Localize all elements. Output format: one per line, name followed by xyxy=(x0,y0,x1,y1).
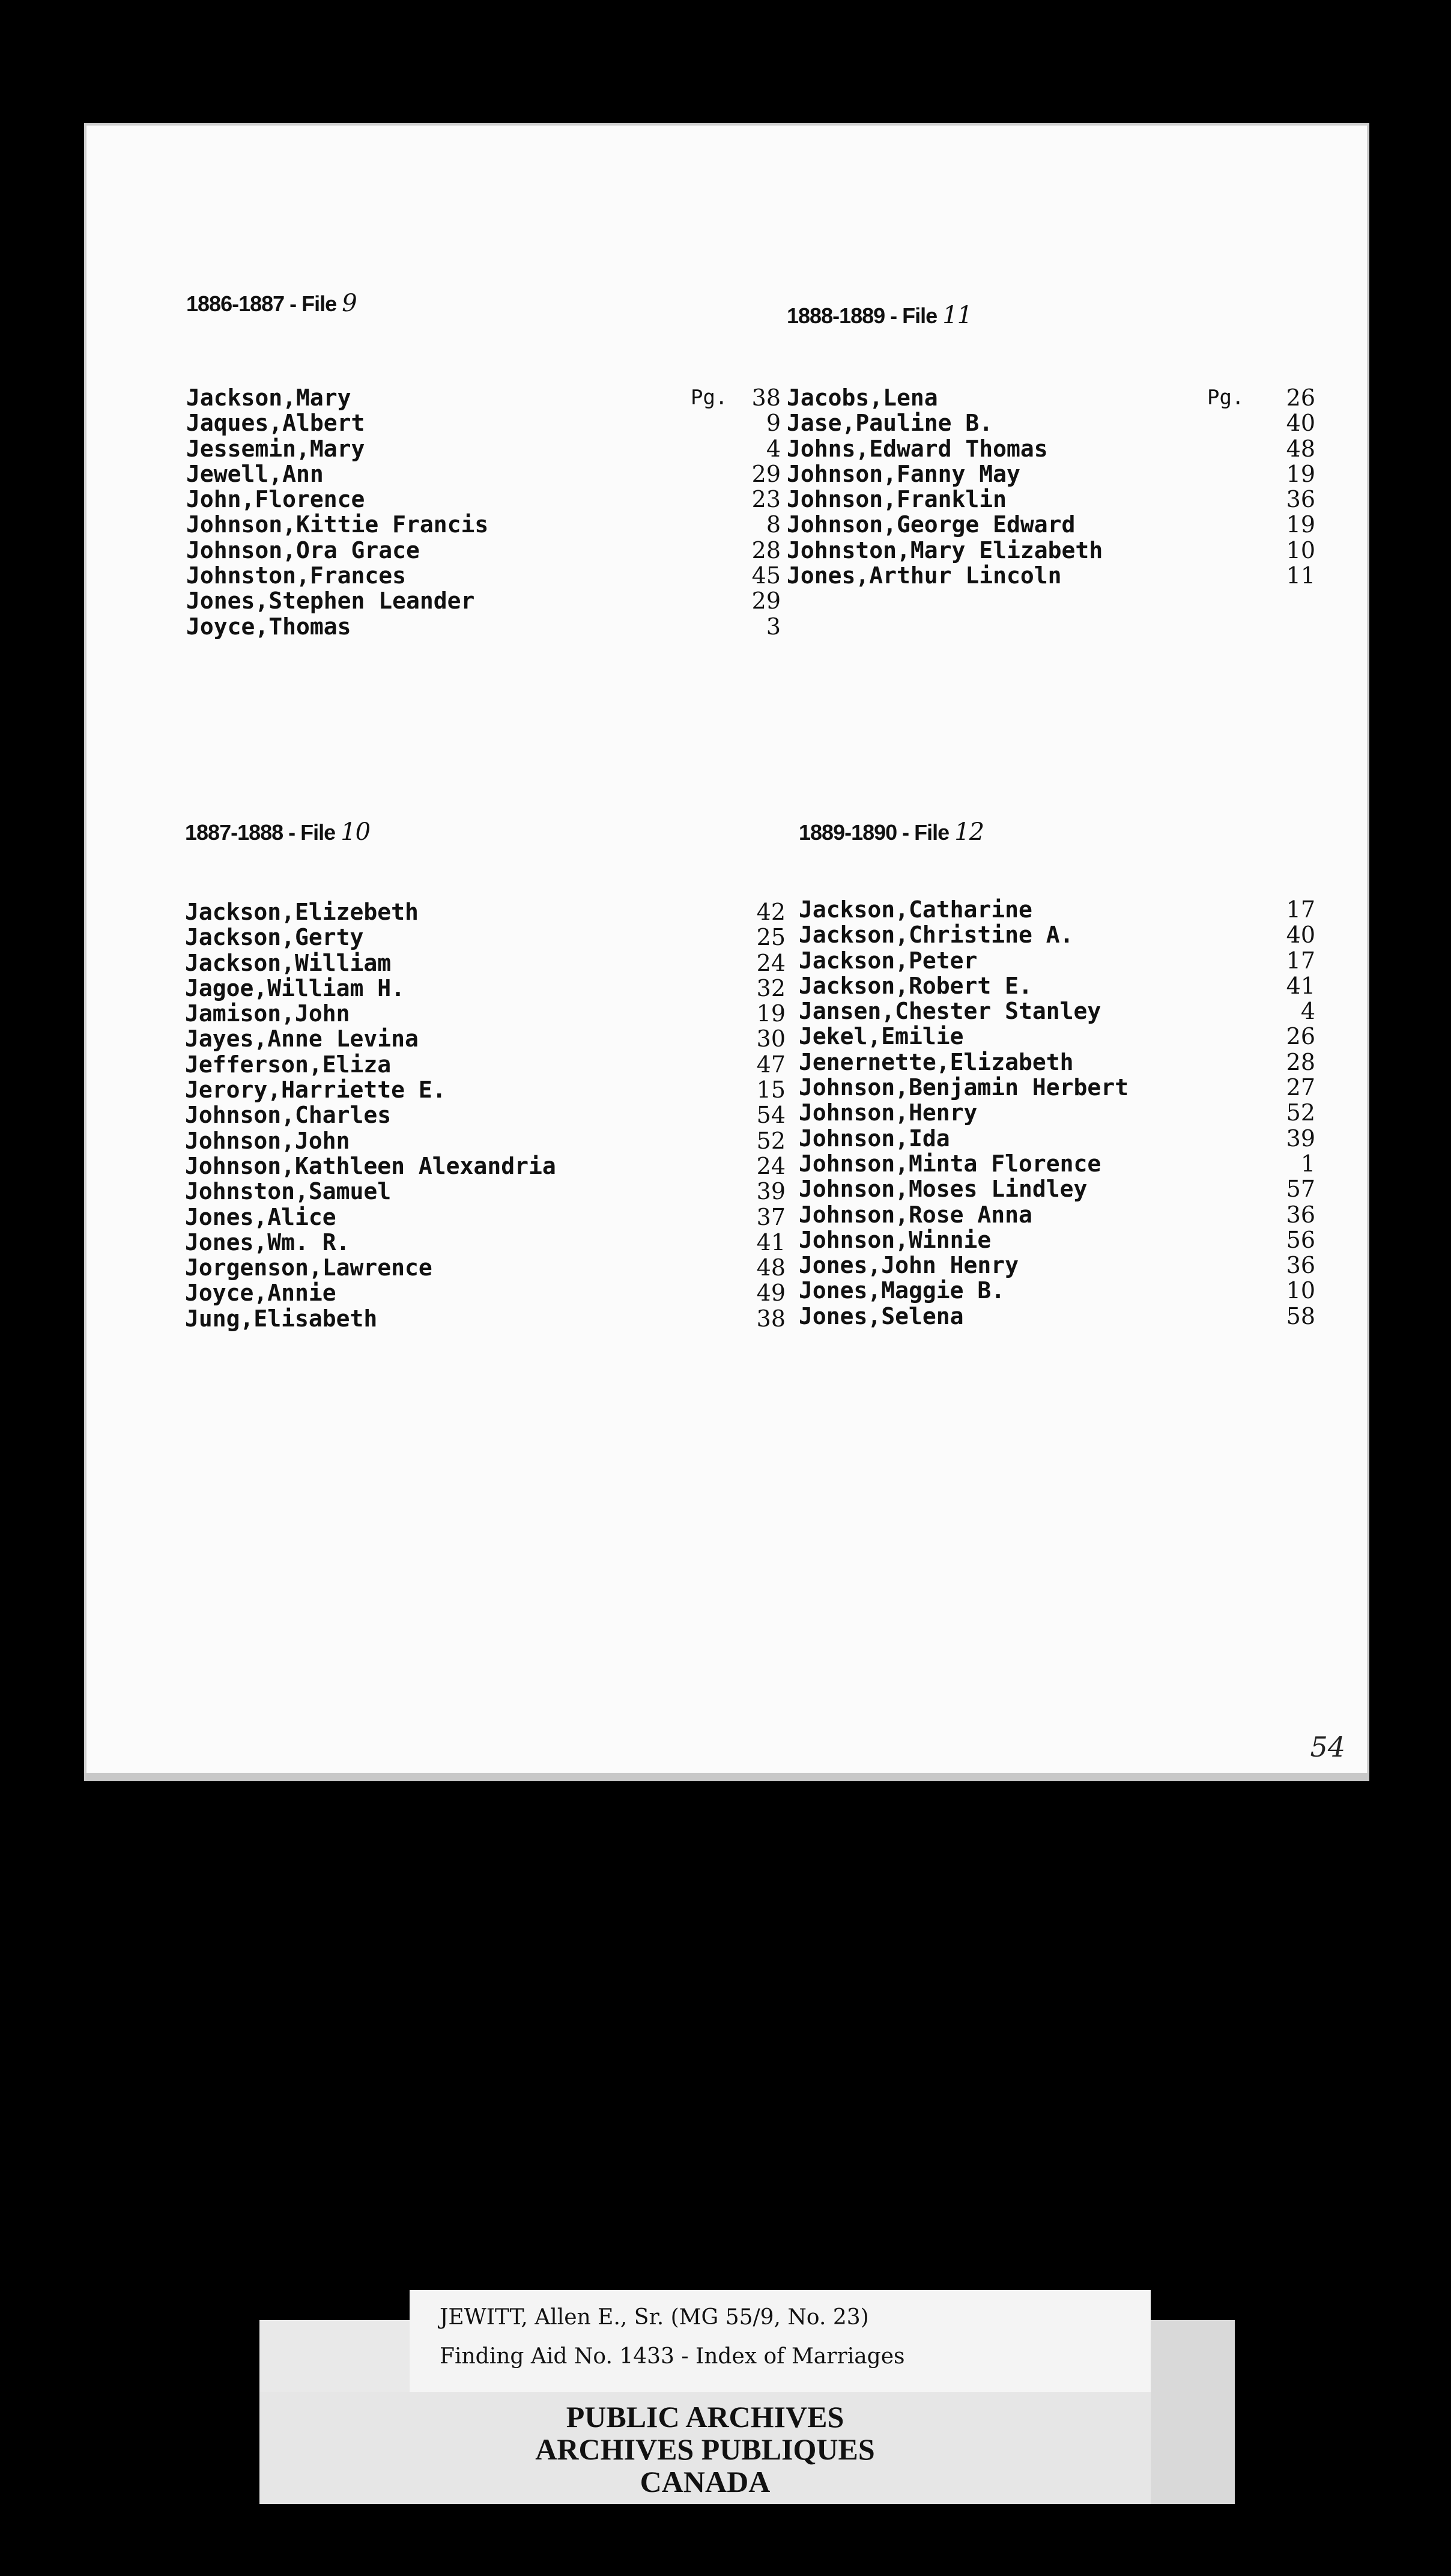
entry-list xyxy=(787,385,1315,588)
list-item: Jaques,Albert 9 xyxy=(186,410,781,437)
list-item: Jones,Maggie B. 10 xyxy=(799,1277,1315,1304)
list-item: Jones,Wm. R. 41 xyxy=(185,1229,786,1256)
list-item: Jones,Selena 58 xyxy=(799,1302,1315,1329)
list-item: John,Florence 23 xyxy=(186,486,781,513)
list-item: Jekel,Emilie 26 xyxy=(799,1023,1315,1050)
entry-list xyxy=(799,897,1315,1329)
list-item: Jackson,William 24 xyxy=(185,949,786,976)
list-item: Jacobs,Lena Pg. 26 xyxy=(787,384,1315,411)
list-item: Jackson,Christine A. 40 xyxy=(799,922,1315,949)
list-item: Johnson,Ida 39 xyxy=(799,1125,1315,1152)
list-item: Jefferson,Eliza 47 xyxy=(185,1051,786,1078)
list-item: Johnson,Benjamin Herbert 27 xyxy=(799,1074,1315,1101)
list-item: Johnson,Charles 54 xyxy=(185,1102,786,1129)
stamp-line-1: PUBLIC ARCHIVES xyxy=(566,2400,844,2434)
section-header: 1887-1888 - File 10 xyxy=(185,818,371,846)
list-item: Jackson,Mary Pg. 38 xyxy=(186,384,781,411)
section-1887-1888 xyxy=(185,814,786,1332)
list-item: Jewell,Ann 29 xyxy=(186,460,781,487)
finding-aid-label xyxy=(410,2290,1151,2392)
list-item: Joyce,Thomas 3 xyxy=(186,613,781,640)
section-1886-1887 xyxy=(186,285,781,640)
list-item: Jerory,Harriette E. 15 xyxy=(185,1077,786,1104)
list-item: Johnson,Kittie Francis 8 xyxy=(186,511,781,538)
list-item: Jackson,Catharine 17 xyxy=(799,896,1315,923)
file-number: 10 xyxy=(341,818,371,846)
file-number: 11 xyxy=(942,302,972,329)
list-item: Jorgenson,Lawrence 48 xyxy=(185,1254,786,1281)
list-item: Jones,Alice 37 xyxy=(185,1203,786,1230)
document-page xyxy=(84,123,1369,1781)
list-item: Jackson,Elizebeth 42 xyxy=(185,899,786,925)
list-item: Joyce,Annie 49 xyxy=(185,1280,786,1307)
entry-list xyxy=(186,385,781,639)
list-item: Johnson,Franklin 36 xyxy=(787,486,1315,513)
list-item: Johnson,Henry 52 xyxy=(799,1099,1315,1126)
list-item: Johnston,Frances 45 xyxy=(186,562,781,589)
section-1889-1890 xyxy=(799,814,1315,1329)
entry-list xyxy=(185,899,786,1331)
list-item: Johns,Edward Thomas 48 xyxy=(787,435,1315,462)
list-item: Jackson,Gerty 25 xyxy=(185,924,786,951)
list-item: Jenernette,Elizabeth 28 xyxy=(799,1048,1315,1075)
folio-number: 54 xyxy=(1310,1731,1345,1763)
label-line-2: Finding Aid No. 1433 - Index of Marriages xyxy=(440,2344,905,2369)
pg-label: Pg. xyxy=(691,386,728,410)
list-item: Jackson,Robert E. 41 xyxy=(799,972,1315,999)
list-item: Johnson,Winnie 56 xyxy=(799,1226,1315,1253)
list-item: Jones,Stephen Leander 29 xyxy=(186,588,781,615)
section-header: 1886-1887 - File 9 xyxy=(186,290,357,317)
label-backing xyxy=(259,2320,410,2392)
list-item: Johnston,Samuel 39 xyxy=(185,1178,786,1205)
list-item: Jase,Pauline B. 40 xyxy=(787,410,1315,437)
list-item: Jackson,Peter 17 xyxy=(799,947,1315,974)
section-1888-1889 xyxy=(787,297,1315,589)
pg-label: Pg. xyxy=(1207,386,1244,410)
file-number: 9 xyxy=(342,290,357,317)
list-item: Jamison,John 19 xyxy=(185,1000,786,1027)
list-item: Johnson,Minta Florence 1 xyxy=(799,1150,1315,1177)
list-item: Jung,Elisabeth 38 xyxy=(185,1305,786,1332)
list-item: Johnson,Rose Anna 36 xyxy=(799,1201,1315,1228)
list-item: Johnson,Kathleen Alexandria 24 xyxy=(185,1152,786,1179)
list-item: Jansen,Chester Stanley 4 xyxy=(799,998,1315,1025)
list-item: Johnston,Mary Elizabeth 10 xyxy=(787,536,1315,564)
list-item: Jagoe,William H. 32 xyxy=(185,974,786,1001)
list-item: Jessemin,Mary 4 xyxy=(186,435,781,462)
list-item: Jayes,Anne Levina 30 xyxy=(185,1025,786,1053)
list-item: Johnson,George Edward 19 xyxy=(787,511,1315,538)
label-backing-right xyxy=(1151,2320,1235,2504)
section-header: 1889-1890 - File 12 xyxy=(799,818,984,846)
list-item: Johnson,Moses Lindley 57 xyxy=(799,1176,1315,1203)
archives-stamp xyxy=(259,2392,1151,2504)
section-header: 1888-1889 - File 11 xyxy=(787,302,972,329)
list-item: Jones,Arthur Lincoln 11 xyxy=(787,562,1315,589)
list-item: Johnson,Ora Grace 28 xyxy=(186,536,781,564)
file-number: 12 xyxy=(954,818,984,846)
label-line-1: JEWITT, Allen E., Sr. (MG 55/9, No. 23) xyxy=(440,2305,869,2330)
list-item: Jones,John Henry 36 xyxy=(799,1252,1315,1279)
stamp-line-2: ARCHIVES PUBLIQUES xyxy=(535,2432,875,2466)
stamp-line-3: CANADA xyxy=(640,2465,771,2499)
list-item: Johnson,John 52 xyxy=(185,1127,786,1154)
list-item: Johnson,Fanny May 19 xyxy=(787,460,1315,487)
